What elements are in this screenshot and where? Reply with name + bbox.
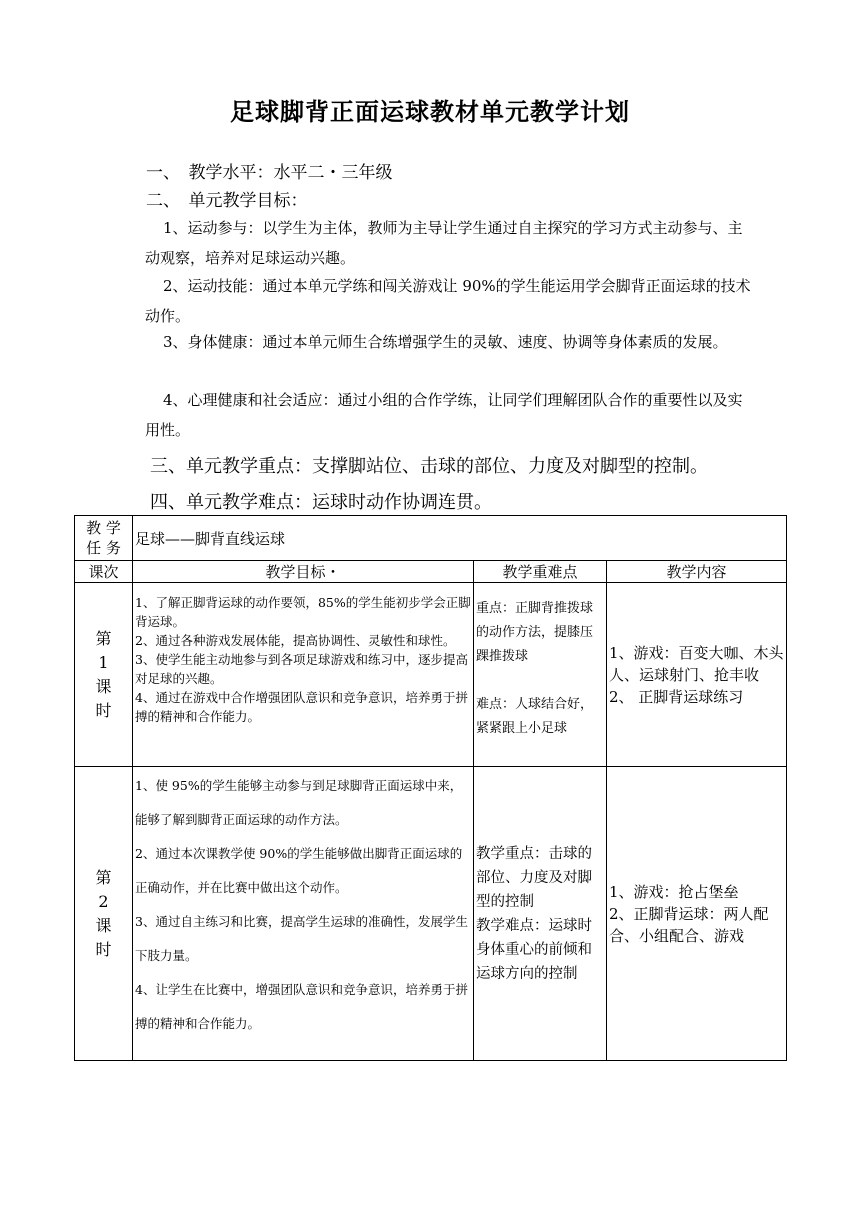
- goal-item-4: 4、心理健康和社会适应：通过小组的合作学练，让同学们理解团队合作的重要性以及实用性。: [145, 391, 743, 439]
- section-unit-goals-heading: 二、 单元教学目标：: [146, 191, 308, 211]
- header-content: 教学内容: [607, 561, 787, 583]
- goal-item-1: 1、运动参与：以学生为主体，教师为主导让学生通过自主探究的学习方式主动参与、主动观察，培养对足球运动兴趣。: [145, 219, 743, 267]
- section-difficulties: 四、单元教学难点：运球时动作协调连贯。: [150, 492, 492, 513]
- task-value: 足球——脚背直线运球: [133, 516, 787, 561]
- lesson-goals: 1、使 95%的学生能够主动参与到足球脚背正面运球中来，能够了解到脚背正面运球的动作方法。 2、通过本次课教学使 90%的学生能够做出脚背正面运球的正确动作，并在比赛中做出这个动作。 3、通过自主练习和比赛，提高学生运球的准确性，发展学生下肢力量。 4、让学生在比赛中，增强团队意识和竞争意识，培养勇于拼搏的精神和合作能力。: [133, 767, 474, 1061]
- document-title: 足球脚背正面运球教材单元教学计划: [230, 97, 630, 126]
- section-teaching-level: 一、 教学水平：水平二・三年级: [146, 163, 393, 183]
- header-key-points: 教学重难点: [474, 561, 607, 583]
- lesson-number: 第 1 课 时: [75, 583, 133, 767]
- lesson-goals: 1、了解正脚背运球的动作要领，85%的学生能初步学会正脚背运球。 2、通过各种游戏发展体能，提高协调性、灵敏性和球性。 3、使学生能主动地参与到各项足球游戏和练习中，逐步提高对足球的兴趣。 4、通过在游戏中合作增强团队意识和竞争意识，培养勇于拼搏的精神和合作能力。: [133, 583, 474, 767]
- header-goals: 教学目标・: [133, 561, 474, 583]
- lesson-key-points: 教学重点：击球的部位、力度及对脚型的控制 教学难点：运球时身体重心的前倾和运球方向的控制: [474, 767, 607, 1061]
- lesson-number: 第 2 课 时: [75, 767, 133, 1061]
- lesson-plan-table: [74, 515, 787, 1061]
- table-row: [75, 767, 787, 1061]
- lesson-key-points: 重点：正脚背推拨球的动作方法，提膝压踝推拨球 难点：人球结合好，紧紧跟上小足球: [474, 583, 607, 767]
- goal-item-3: 3、身体健康：通过本单元师生合练增强学生的灵敏、速度、协调等身体素质的发展。: [163, 333, 728, 351]
- header-lesson: 课次: [75, 561, 133, 583]
- lesson-content: 1、游戏：百变大咖、木头人、运球射门、抢丰收 2、 正脚背运球练习: [607, 583, 787, 767]
- task-label: 教 学 任 务: [75, 516, 133, 561]
- lesson-content: 1、游戏：抢占堡垒 2、正脚背运球：两人配合、小组配合、游戏: [607, 767, 787, 1061]
- section-key-points: 三、单元教学重点：支撑脚站位、击球的部位、力度及对脚型的控制。: [150, 456, 708, 477]
- goal-item-2: 2、运动技能：通过本单元学练和闯关游戏让 90%的学生能运用学会脚背正面运球的技术动作。: [145, 277, 751, 325]
- table-row: [75, 583, 787, 767]
